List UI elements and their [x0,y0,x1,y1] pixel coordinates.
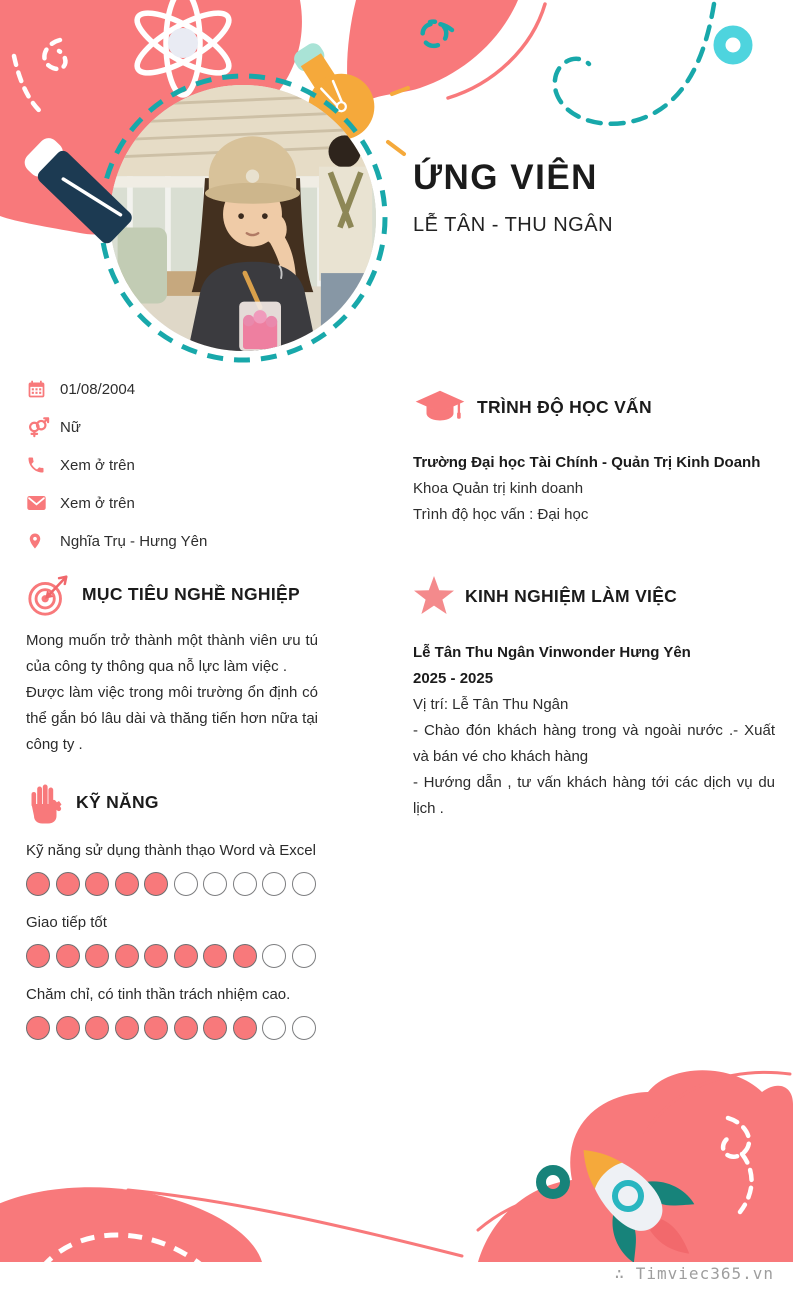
education-section-header [413,388,775,426]
skill-dot [262,872,286,896]
site-watermark: ∴ Timviec365.vn [614,1264,774,1283]
education-entry [413,450,775,528]
experience-heading: KINH NGHIỆM LÀM VIỆC [465,585,678,606]
skill-dot [115,872,139,896]
skill-dot [174,944,198,968]
candidate-position: LỄ TÂN - THU NGÂN [413,214,614,236]
hand-icon [26,780,66,824]
skill-dot [233,944,257,968]
skill-dot [203,944,227,968]
skill-dot [203,872,227,896]
experience-entry [413,640,775,822]
skill-dot [262,1016,286,1040]
teal-donut-icon [541,1170,565,1194]
skill-dot [292,944,316,968]
left-column [26,380,318,1046]
experience-company: Lễ Tân Thu Ngân Vinwonder Hưng Yên [413,644,691,661]
skill-level-dots [26,944,318,968]
contact-row-birthday [26,380,318,398]
bottom-decoration [0,1057,800,1262]
contact-row-phone [26,456,318,474]
skill-dot [292,1016,316,1040]
skills-heading: KỸ NĂNG [76,791,159,812]
contact-row-email [26,494,318,512]
skill-level-dots [26,872,318,896]
education-school: Trường Đại học Tài Chính - Quản Trị Kinh Doanh [413,454,761,471]
phone-value: Xem ở trên [60,456,135,474]
skill-dot [56,1016,80,1040]
candidate-title: ỨNG VIÊN [413,158,598,197]
email-value: Xem ở trên [60,494,135,512]
education-heading: TRÌNH ĐỘ HỌC VẤN [477,396,652,417]
skill-label: Chăm chỉ, có tinh thần trách nhiệm cao. [26,986,291,1003]
experience-bullet: - Chào đón khách hàng trong và ngoài nước .- Xuất và bán vé cho khách hàng [413,722,775,765]
star-icon [413,576,455,616]
skill-dot [262,944,286,968]
skill-dot [26,1016,50,1040]
objective-heading: MỤC TIÊU NGHỀ NGHIỆP [82,583,300,604]
skill-dot [85,944,109,968]
experience-period: 2025 - 2025 [413,670,494,687]
skill-dot [26,944,50,968]
skill-dot [144,872,168,896]
skill-dot [85,1016,109,1040]
marker-pen-icon [10,120,180,290]
target-dart-icon [26,570,72,618]
phone-icon [26,455,60,475]
skills-list [26,842,318,1040]
experience-section-header [413,576,775,616]
graduation-cap-icon [413,388,467,426]
skill-dot [203,1016,227,1040]
location-icon [26,530,60,552]
contact-row-gender [26,418,318,436]
contact-list [26,380,318,550]
calendar-icon [26,379,60,400]
objective-paragraph: Được làm việc trong môi trường ổn định có thể gắn bó lâu dài và thăng tiến hơn nữa tại công ty . [26,684,318,753]
email-icon [26,494,60,512]
experience-bullet: - Hướng dẫn , tư vấn khách hàng tới các dịch vụ du lịch . [413,774,775,817]
gender-icon [26,416,60,438]
skill-dot [56,872,80,896]
skill-dot [233,1016,257,1040]
education-faculty: Khoa Quản trị kinh doanh [413,480,584,497]
skill-label: Giao tiếp tốt [26,914,107,931]
skill-dot [115,1016,139,1040]
objective-paragraph: Mong muốn trở thành một thành viên ưu tú của công ty thông qua nỗ lực làm việc . [26,632,318,675]
skill-dot [174,1016,198,1040]
birthday-value: 01/08/2004 [60,380,136,398]
skill-dot [144,1016,168,1040]
skill-dot [174,872,198,896]
right-column [413,372,775,822]
skills-section-header [26,780,318,824]
skill-dot [292,872,316,896]
contact-row-address [26,532,318,550]
address-value: Nghĩa Trụ - Hưng Yên [60,532,208,550]
gender-value: Nữ [60,418,81,436]
skill-level-dots [26,1016,318,1040]
coral-blob-bottom-left [0,1187,262,1262]
skill-dot [233,872,257,896]
education-degree: Trình độ học vấn : Đại học [413,506,589,523]
skill-label: Kỹ năng sử dụng thành thạo Word và Excel [26,842,316,859]
skill-dot [144,944,168,968]
cyan-donut-icon [720,32,747,59]
skill-dot [26,872,50,896]
skill-dot [115,944,139,968]
skill-dot [85,872,109,896]
objective-section-header [26,570,318,618]
skill-dot [56,944,80,968]
experience-position: Vị trí: Lễ Tân Thu Ngân [413,696,569,713]
